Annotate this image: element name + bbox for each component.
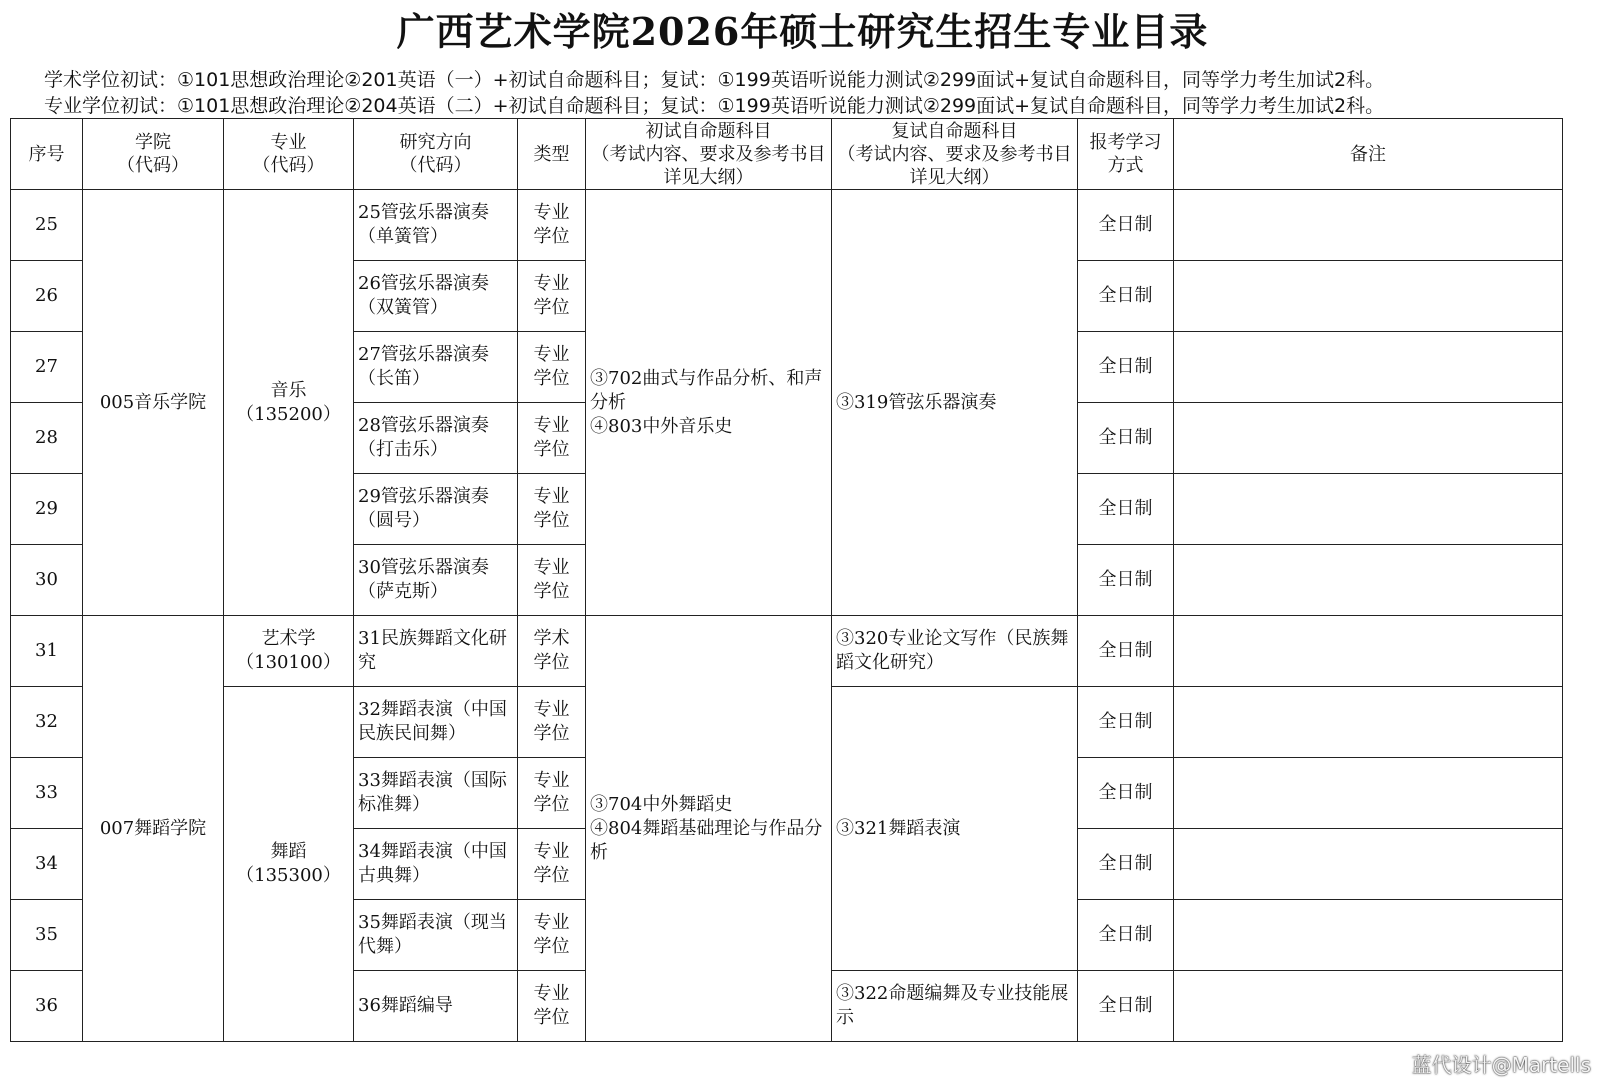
cell-college-dance: 007舞蹈学院	[83, 616, 224, 1042]
table-row	[11, 190, 1563, 261]
cell-seq: 27	[11, 332, 83, 403]
academic-degree-exam-note: 学术学位初试：①101思想政治理论②201英语（一）+初试自命题科目；复试：①199英语听说能力测试②299面试+复试自命题科目，同等学力考生加试2科。	[44, 69, 1385, 91]
cell-type: 学术学位	[518, 616, 586, 687]
cell-remark	[1174, 687, 1563, 758]
header-initial-exam: 初试自命题科目 （考试内容、要求及参考书目详见大纲）	[586, 119, 832, 190]
cell-college-music: 005音乐学院	[83, 190, 224, 616]
cell-type: 专业学位	[518, 758, 586, 829]
cell-study-mode: 全日制	[1078, 687, 1174, 758]
cell-remark	[1174, 403, 1563, 474]
cell-retest-exam-music: ③319管弦乐器演奏	[832, 190, 1078, 616]
cell-study-mode: 全日制	[1078, 971, 1174, 1042]
cell-type: 专业学位	[518, 971, 586, 1042]
cell-major-dance: 舞蹈 （135300）	[224, 687, 354, 1042]
cell-study-mode: 全日制	[1078, 900, 1174, 971]
cell-major-music: 音乐 （135200）	[224, 190, 354, 616]
cell-initial-exam-dance: ③704中外舞蹈史 ④804舞蹈基础理论与作品分析	[586, 616, 832, 1042]
cell-direction: 33舞蹈表演（国际标准舞）	[354, 758, 518, 829]
professional-degree-exam-note: 专业学位初试：①101思想政治理论②204英语（二）+初试自命题科目；复试：①199英语听说能力测试②299面试+复试自命题科目，同等学力考生加试2科。	[44, 95, 1385, 117]
cell-direction: 31民族舞蹈文化研究	[354, 616, 518, 687]
header-remarks: 备注	[1174, 119, 1563, 190]
cell-seq: 31	[11, 616, 83, 687]
cell-type: 专业学位	[518, 403, 586, 474]
cell-seq: 30	[11, 545, 83, 616]
cell-direction: 27管弦乐器演奏（长笛）	[354, 332, 518, 403]
cell-direction: 26管弦乐器演奏（双簧管）	[354, 261, 518, 332]
cell-seq: 28	[11, 403, 83, 474]
cell-study-mode: 全日制	[1078, 758, 1174, 829]
cell-direction: 25管弦乐器演奏（单簧管）	[354, 190, 518, 261]
cell-type: 专业学位	[518, 261, 586, 332]
cell-remark	[1174, 261, 1563, 332]
cell-study-mode: 全日制	[1078, 829, 1174, 900]
cell-seq: 26	[11, 261, 83, 332]
cell-seq: 35	[11, 900, 83, 971]
header-study-mode: 报考学习 方式	[1078, 119, 1174, 190]
cell-study-mode: 全日制	[1078, 190, 1174, 261]
table-header-row	[11, 119, 1563, 190]
cell-direction: 32舞蹈表演（中国民族民间舞）	[354, 687, 518, 758]
cell-seq: 33	[11, 758, 83, 829]
page-title: 广西艺术学院2026年硕士研究生招生专业目录	[396, 9, 1209, 54]
cell-type: 专业学位	[518, 332, 586, 403]
cell-retest-exam-36: ③322命题编舞及专业技能展示	[832, 971, 1078, 1042]
header-college: 学院 （代码）	[83, 119, 224, 190]
cell-remark	[1174, 474, 1563, 545]
header-direction: 研究方向 （代码）	[354, 119, 518, 190]
cell-seq: 34	[11, 829, 83, 900]
cell-type: 专业学位	[518, 190, 586, 261]
cell-study-mode: 全日制	[1078, 332, 1174, 403]
cell-seq: 32	[11, 687, 83, 758]
cell-direction: 35舞蹈表演（现当代舞）	[354, 900, 518, 971]
cell-direction: 34舞蹈表演（中国古典舞）	[354, 829, 518, 900]
cell-direction: 28管弦乐器演奏（打击乐）	[354, 403, 518, 474]
cell-study-mode: 全日制	[1078, 474, 1174, 545]
table-row	[11, 616, 1563, 687]
header-seq: 序号	[11, 119, 83, 190]
cell-remark	[1174, 971, 1563, 1042]
cell-study-mode: 全日制	[1078, 261, 1174, 332]
cell-remark	[1174, 332, 1563, 403]
cell-type: 专业学位	[518, 900, 586, 971]
enrollment-catalog-table	[10, 118, 1563, 1042]
header-retest-exam: 复试自命题科目 （考试内容、要求及参考书目详见大纲）	[832, 119, 1078, 190]
cell-type: 专业学位	[518, 474, 586, 545]
cell-remark	[1174, 900, 1563, 971]
cell-study-mode: 全日制	[1078, 545, 1174, 616]
cell-remark	[1174, 829, 1563, 900]
cell-seq: 36	[11, 971, 83, 1042]
cell-direction: 36舞蹈编导	[354, 971, 518, 1042]
header-major: 专业 （代码）	[224, 119, 354, 190]
cell-remark	[1174, 545, 1563, 616]
cell-retest-exam-31: ③320专业论文写作（民族舞蹈文化研究）	[832, 616, 1078, 687]
cell-type: 专业学位	[518, 545, 586, 616]
watermark: 蓝代设计@Martells	[1411, 1053, 1591, 1077]
cell-remark	[1174, 758, 1563, 829]
cell-type: 专业学位	[518, 829, 586, 900]
cell-retest-exam-32-35: ③321舞蹈表演	[832, 687, 1078, 971]
cell-remark	[1174, 190, 1563, 261]
cell-study-mode: 全日制	[1078, 616, 1174, 687]
cell-seq: 29	[11, 474, 83, 545]
cell-major-art: 艺术学 （130100）	[224, 616, 354, 687]
cell-direction: 29管弦乐器演奏（圆号）	[354, 474, 518, 545]
header-type: 类型	[518, 119, 586, 190]
cell-study-mode: 全日制	[1078, 403, 1174, 474]
cell-type: 专业学位	[518, 687, 586, 758]
cell-remark	[1174, 616, 1563, 687]
cell-initial-exam-music: ③702曲式与作品分析、和声分析 ④803中外音乐史	[586, 190, 832, 616]
cell-direction: 30管弦乐器演奏（萨克斯）	[354, 545, 518, 616]
cell-seq: 25	[11, 190, 83, 261]
